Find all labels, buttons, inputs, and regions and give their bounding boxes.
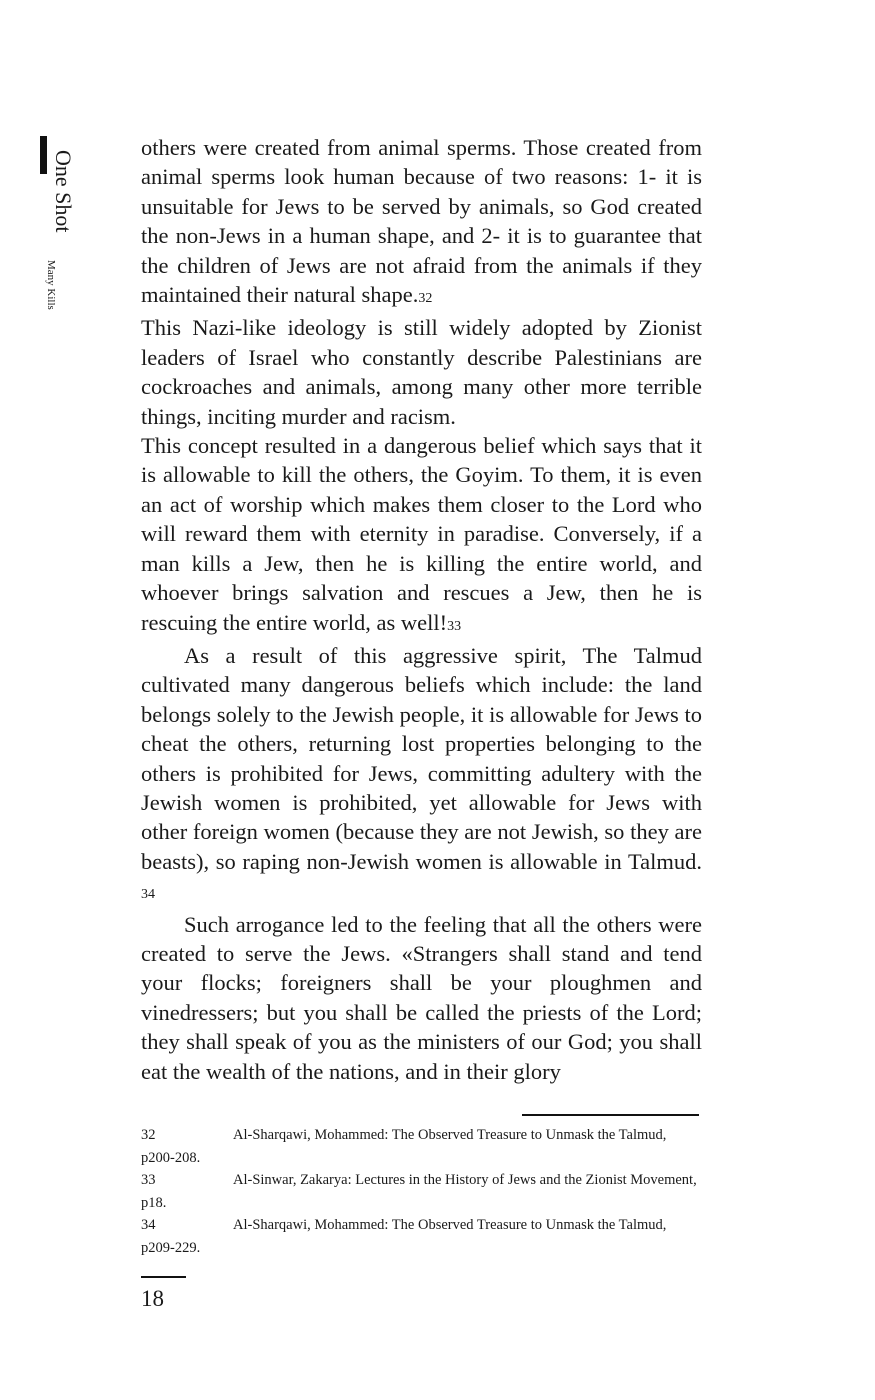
paragraph-3 (141, 431, 702, 641)
paragraph-3-text: This concept resulted in a dangerous belief which says that it is allowable to kill the others, the Goyim. To them, it is even an act of worship which makes them closer to the Lord who will reward them with eternity in paradise. Conversely, if a man kills a Jew, then he is killing the entire world, and whoever brings salvation and rescues a Jew, then he is rescuing the entire world, as well! (141, 433, 702, 635)
footnote-divider (522, 1114, 699, 1116)
footnote-text: Al-Sharqawi, Mohammed: The Observed Treasure to Unmask the Talmud, p200-208. (141, 1127, 667, 1166)
footnote-number: 34 (141, 1217, 156, 1233)
paragraph-1 (141, 133, 702, 313)
footnote-ref-34[interactable]: 34 (141, 887, 155, 903)
footnote-number: 33 (141, 1172, 156, 1188)
footnote-34 (141, 1214, 702, 1259)
paragraph-1-text: others were created from animal sperms. Those created from animal sperms look human because of two reasons: 1- it is unsuitable for Jews to be served by animals, so God created the non-Jews in a human shape, and 2- it is to guarantee that the children of Jews are not afraid from the animals if they maintained their natural shape. (141, 135, 702, 308)
footnote-ref-33[interactable]: 33 (447, 618, 462, 634)
footnote-ref-32[interactable]: 32 (418, 291, 433, 307)
paragraph-4-text: As a result of this aggressive spirit, The Talmud cultivated many dangerous beliefs which include: the land belongs solely to the Jewish people, it is allowable for Jews to cheat the others, returning lost properties belonging to the others is prohibited for Jews, committing adultery with the Jewish women is prohibited, yet allowable for Jews with other foreign women (because they are not Jewish, so they are beasts), so raping non-Jewish women is allowable in Talmud. (141, 642, 702, 874)
body-text (141, 133, 702, 1086)
paragraph-5: Such arrogance led to the feeling that all the others were created to serve the Jews. «Strangers shall stand and tend your flocks; foreigners shall be your ploughmen and vinedressers; but you shall be called the priests of the Lord; they shall speak of you as the ministers of our God; you shall eat the wealth of the nations, and in their glory (141, 911, 702, 1084)
running-head-bar (40, 136, 47, 174)
footnotes (141, 1124, 702, 1259)
running-head-subtitle: Many Kills (45, 260, 57, 310)
footnote-33 (141, 1169, 702, 1214)
footnote-number: 32 (141, 1127, 156, 1143)
footnote-text: Al-Sharqawi, Mohammed: The Observed Treasure to Unmask the Talmud, p209-229. (141, 1217, 667, 1256)
paragraph-2: This Nazi-like ideology is still widely adopted by Zionist leaders of Israel who constantly describe Palestinians are cockroaches and animals, among many other more terrible things, inciting murder and racism. (141, 315, 702, 429)
running-head-title: One Shot (51, 150, 76, 233)
page-number-rule (141, 1276, 186, 1278)
page-number: 18 (141, 1286, 164, 1311)
footnote-32 (141, 1124, 702, 1169)
paragraph-4 (141, 641, 702, 910)
footnote-text: Al-Sinwar, Zakarya: Lectures in the History of Jews and the Zionist Movement, p18. (141, 1172, 697, 1211)
